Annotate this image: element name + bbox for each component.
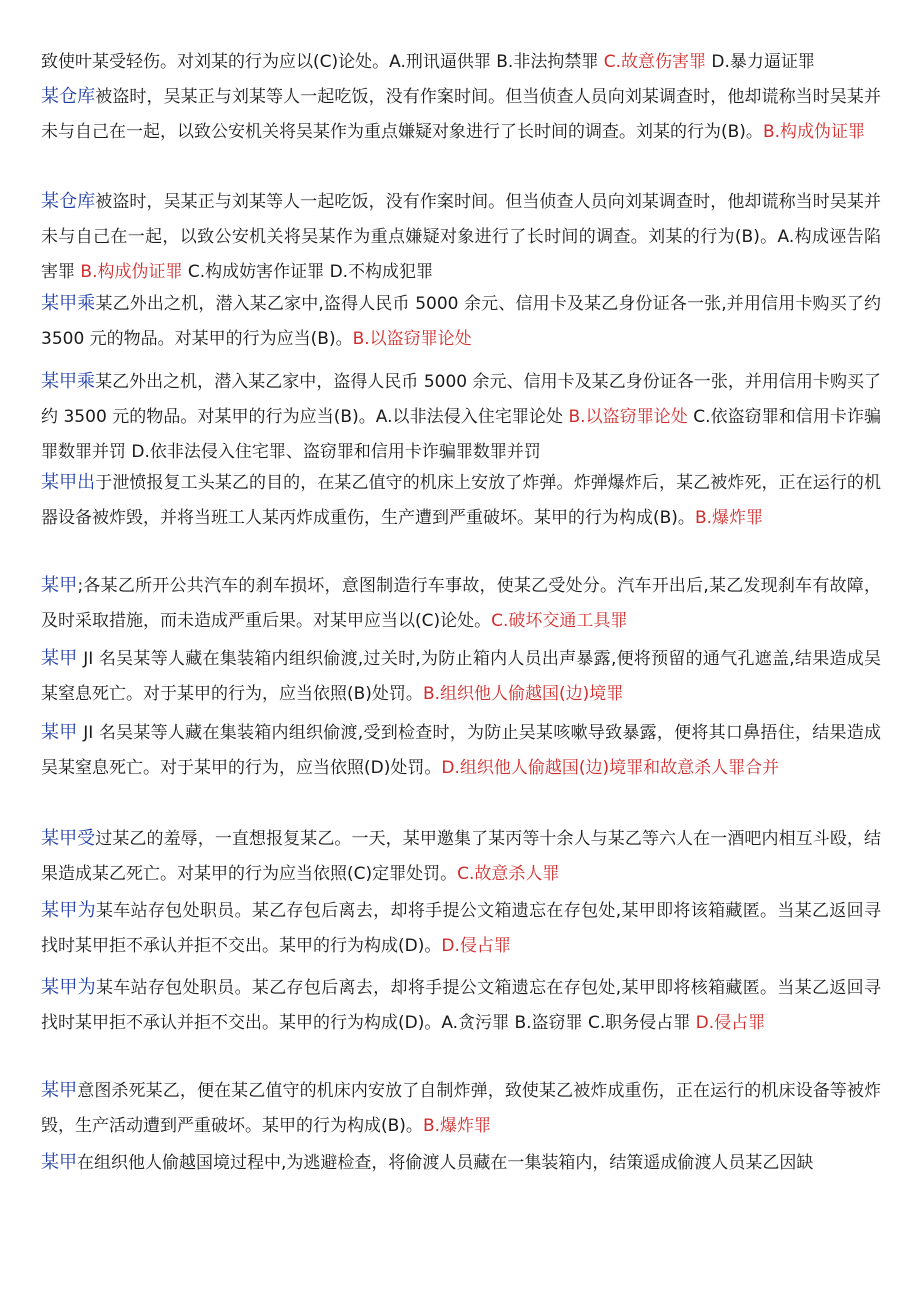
question-paragraph-13: [41, 1073, 881, 1144]
question-tail: C.依盗窃罪和信用卡诈骗罪数罪并罚 D.依非法侵入住宅罪、盗窃罪和信用卡诈骗罪数罪并罚: [41, 407, 881, 462]
question-keyword: 某仓库: [41, 191, 96, 212]
question-paragraph-5: [41, 364, 881, 470]
question-text: 某车站存包处职员。某乙存包后离去，却将手提公文箱遗忘在存包处,某甲即将该箱藏匿。当某乙返回寻找时某甲拒不承认并拒不交出。某甲的行为构成(D)。: [41, 901, 882, 956]
question-text: 在组织他人偷越国境过程中,为逃避检查，将偷渡人员藏在一集装箱内，结策遥成偷渡人员某乙因缺: [77, 1153, 814, 1173]
question-text: 被盗时，吴某正与刘某等人一起吃饭，没有作案时间。但当侦查人员向刘某调查时，他却谎称当时吴某并未与自己在一起，以致公安机关将吴某作为重点嫌疑对象进行了长时间的调查。刘某的行为(B)。: [41, 87, 881, 142]
answer-highlight: B.构成伪证罪: [80, 262, 183, 282]
question-keyword: 某甲为: [41, 977, 96, 998]
answer-highlight: B.构成伪证罪: [762, 122, 866, 142]
answer-highlight: C.故意伤害罪: [603, 52, 707, 72]
question-paragraph-10: [41, 821, 881, 892]
question-text: 意图杀死某乙，便在某乙值守的机床内安放了自制炸弹，致使某乙被炸成重伤，正在运行的机床设备等被炸毁，生产活动遭到严重破坏。某甲的行为构成(B)。: [41, 1081, 882, 1136]
question-paragraph-1: [41, 44, 881, 80]
question-tail: D.暴力逼证罪: [706, 52, 815, 72]
answer-highlight: D.侵占罪: [695, 1013, 766, 1033]
question-text: 某车站存包处职员。某乙存包后离去，却将手提公文箱遗忘在存包处,某甲即将核箱藏匿。当某乙返回寻找时某甲拒不承认并拒不交出。某甲的行为构成(D)。A.贪污罪 B.盗窃罪 C.职务侵占罪: [41, 978, 882, 1033]
question-paragraph-6: [41, 465, 881, 536]
question-text: JI 名吴某等人藏在集装箱内组织偷渡,过关时,为防止箱内人员出声暴露,便将预留的通气孔遮盖,结果造成吴某窒息死亡。对于某甲的行为，应当依照(B)处罚。: [41, 649, 881, 704]
question-tail: C.构成妨害作证罪 D.不构成犯罪: [182, 262, 434, 282]
answer-highlight: B.组织他人偷越国(边)境罪: [422, 684, 624, 704]
question-keyword: 某甲: [41, 1080, 78, 1101]
question-paragraph-8: [41, 641, 881, 712]
question-paragraph-4: [41, 286, 881, 357]
question-keyword: 某甲乘: [41, 371, 96, 392]
question-keyword: 某仓库: [41, 86, 96, 107]
question-text: JI 名吴某等人藏在集装箱内组织偷渡,受到检查时，为防止吴某咳嗽导致暴露，便将其口鼻捂住，结果造成吴某窒息死亡。对于某甲的行为，应当依照(D)处罚。: [41, 723, 881, 778]
answer-highlight: D.侵占罪: [441, 936, 511, 956]
question-text: 某乙外出之机，潜入某乙家中，盗得人民币 5000 余元、信用卡及某乙身份证各一张，并用信用卡购买了约 3500 元的物品。对某甲的行为应当(B)。A.以非法侵入住宅罪论处: [41, 372, 881, 427]
question-keyword: 某甲: [41, 575, 78, 596]
answer-highlight: C.破坏交通工具罪: [491, 611, 628, 631]
question-keyword: 某甲: [41, 722, 78, 743]
answer-highlight: C.故意杀人罪: [457, 864, 560, 884]
question-text: 被盗时，吴某正与刘某等人一起吃饭，没有作案时间。但当侦查人员向刘某调查时，他却谎称当时吴某并未与自己在一起，以致公安机关将吴某作为重点嫌疑对象进行了长时间的调查。刘某的行为(B)。A.构成诬告陷害罪: [41, 192, 881, 282]
question-keyword: 某甲为: [41, 900, 96, 921]
question-keyword: 某甲: [41, 648, 78, 669]
answer-highlight: B.以盗窃罪论处: [568, 407, 688, 427]
question-paragraph-3: [41, 184, 881, 290]
answer-highlight: B.爆炸罪: [422, 1116, 492, 1136]
question-paragraph-7: [41, 568, 881, 639]
question-keyword: 某甲乘: [41, 293, 96, 314]
question-paragraph-2: [41, 79, 881, 150]
question-paragraph-14: [41, 1145, 881, 1181]
question-paragraph-9: [41, 715, 881, 786]
question-text: 于泄愤报复工头某乙的目的，在某乙值守的机床上安放了炸弹。炸弹爆炸后，某乙被炸死，正在运行的机器设备被炸毁，并将当班工人某丙炸成重伤，生产遭到严重破坏。某甲的行为构成(B)。: [41, 473, 881, 528]
question-text: 致使叶某受轻伤。对刘某的行为应以(C)论处。A.刑讯逼供罪 B.非法拘禁罪: [41, 52, 604, 72]
question-text: 过某乙的羞辱，一直想报复某乙。一天，某甲邀集了某丙等十余人与某乙等六人在一酒吧内相互斗殴，结果造成某乙死亡。对某甲的行为应当依照(C)定罪处罚。: [41, 829, 881, 884]
question-text: ;各某乙所开公共汽车的刹车损坏，意图制造行车事故，使某乙受处分。汽车开出后,某乙发现刹车有故障，及时采取措施，而未造成严重后果。对某甲应当以(C)论处。: [41, 576, 881, 631]
question-keyword: 某甲受: [41, 828, 96, 849]
question-keyword: 某甲出: [41, 472, 96, 493]
question-text: 某乙外出之机，潜入某乙家中,盗得人民币 5000 余元、信用卡及某乙身份证各一张,并用信用卡购买了约 3500 元的物品。对某甲的行为应当(B)。: [41, 294, 881, 349]
question-paragraph-11: [41, 893, 881, 964]
answer-highlight: D.组织他人偷越国(边)境罪和故意杀人罪合并: [441, 758, 780, 778]
question-keyword: 某甲: [41, 1152, 77, 1173]
question-paragraph-12: [41, 970, 881, 1041]
answer-highlight: B.以盗窃罪论处: [352, 329, 472, 349]
answer-highlight: B.爆炸罪: [694, 508, 764, 528]
